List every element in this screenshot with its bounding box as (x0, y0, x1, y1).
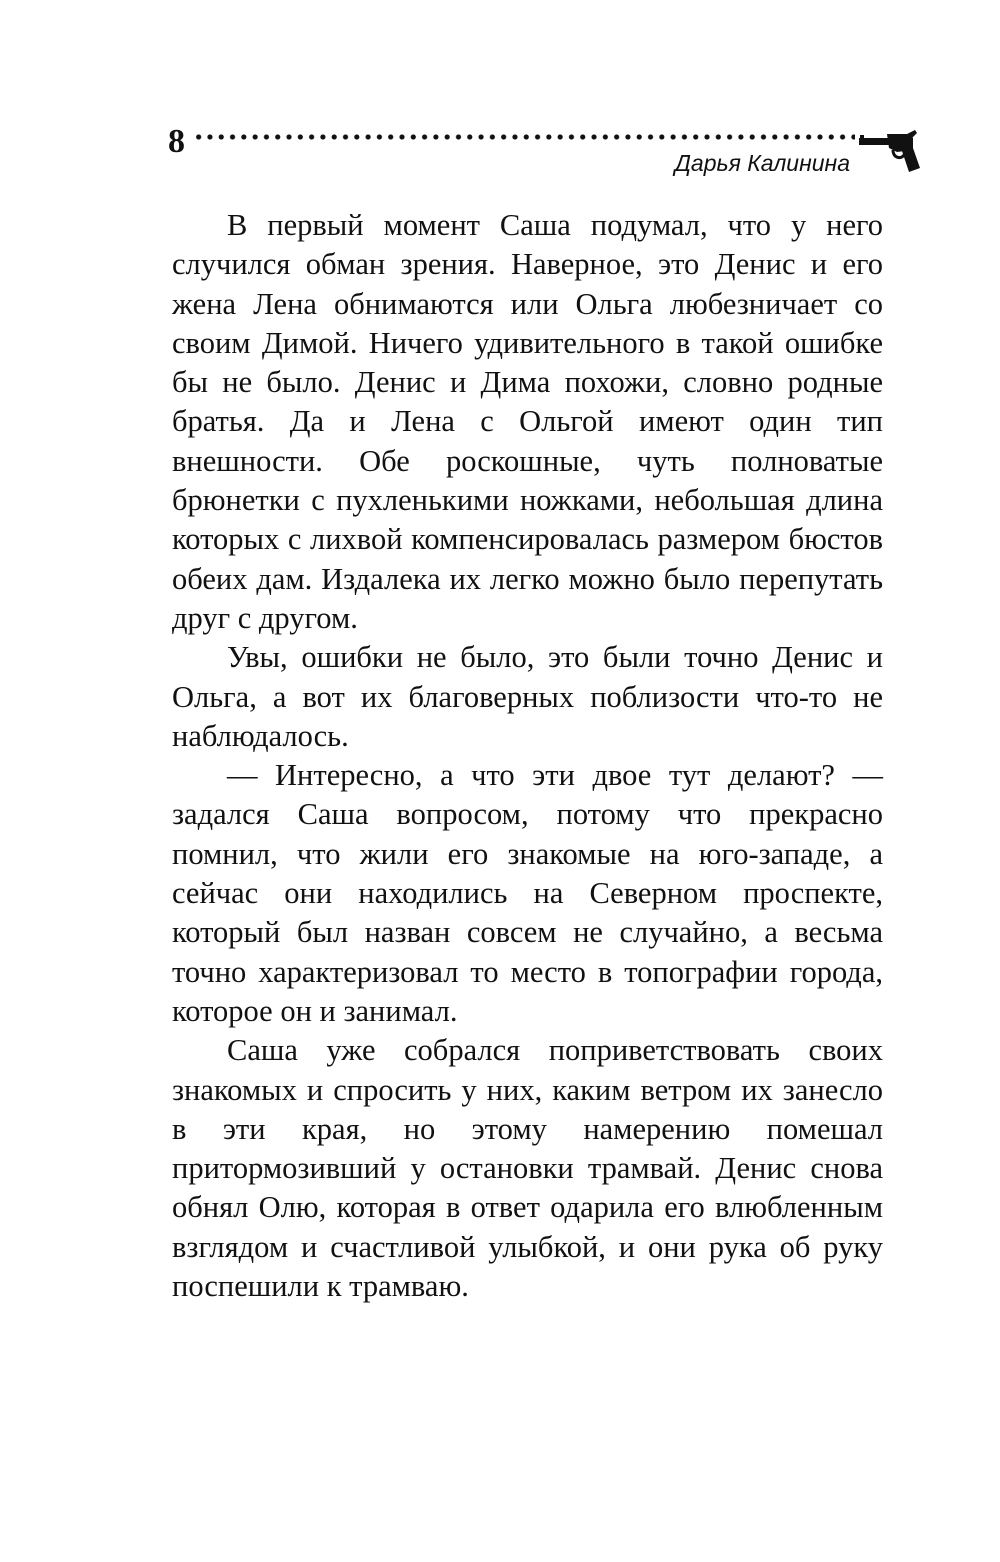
book-text (172, 206, 883, 1306)
page-number: 8 (168, 123, 185, 160)
paragraph: Саша уже собрался поприветствовать своих знакомых и спросить у них, каким ветром их занесло в эти края, но этому намерению помешал притормозивший у остановки трамвай. Денис снова обнял Олю, которая в ответ одарила его влюбленным взглядом и счастливой улыбкой, и они рука об руку поспешили к трамваю. (172, 1033, 883, 1304)
paragraph: Увы, ошибки не было, это были точно Денис и Ольга, а вот их благоверных поблизости что-то не наблюдалось. (172, 640, 883, 753)
running-header-author: Дарья Калинина (674, 150, 850, 176)
revolver-icon (857, 124, 921, 174)
paragraph: — Интересно, а что эти двое тут делают? — задался Саша вопросом, потому что прекрасно помнил, что жили его знакомые на юго-западе, а сейчас они находились на Северном проспекте, который был назван совсем не случайно, а весьма точно характеризовал то место в топографии города, которое он и занимал. (172, 758, 883, 1028)
header-dot-leader (193, 134, 855, 140)
paragraph: В первый момент Саша подумал, что у него случился обман зрения. Наверное, это Денис и его жена Лена обнимаются или Ольга любезничает со своим Димой. Ничего удивительного в такой ошибке бы не было. Денис и Дима похожи, словно родные братья. Да и Лена с Ольгой имеют один тип внешности. Обе роскошные, чуть полноватые брюнетки с пухленькими ножками, небольшая длина которых с лихвой компенсировалась размером бюстов обеих дам. Издалека их легко можно было перепутать друг с другом. (172, 208, 883, 635)
